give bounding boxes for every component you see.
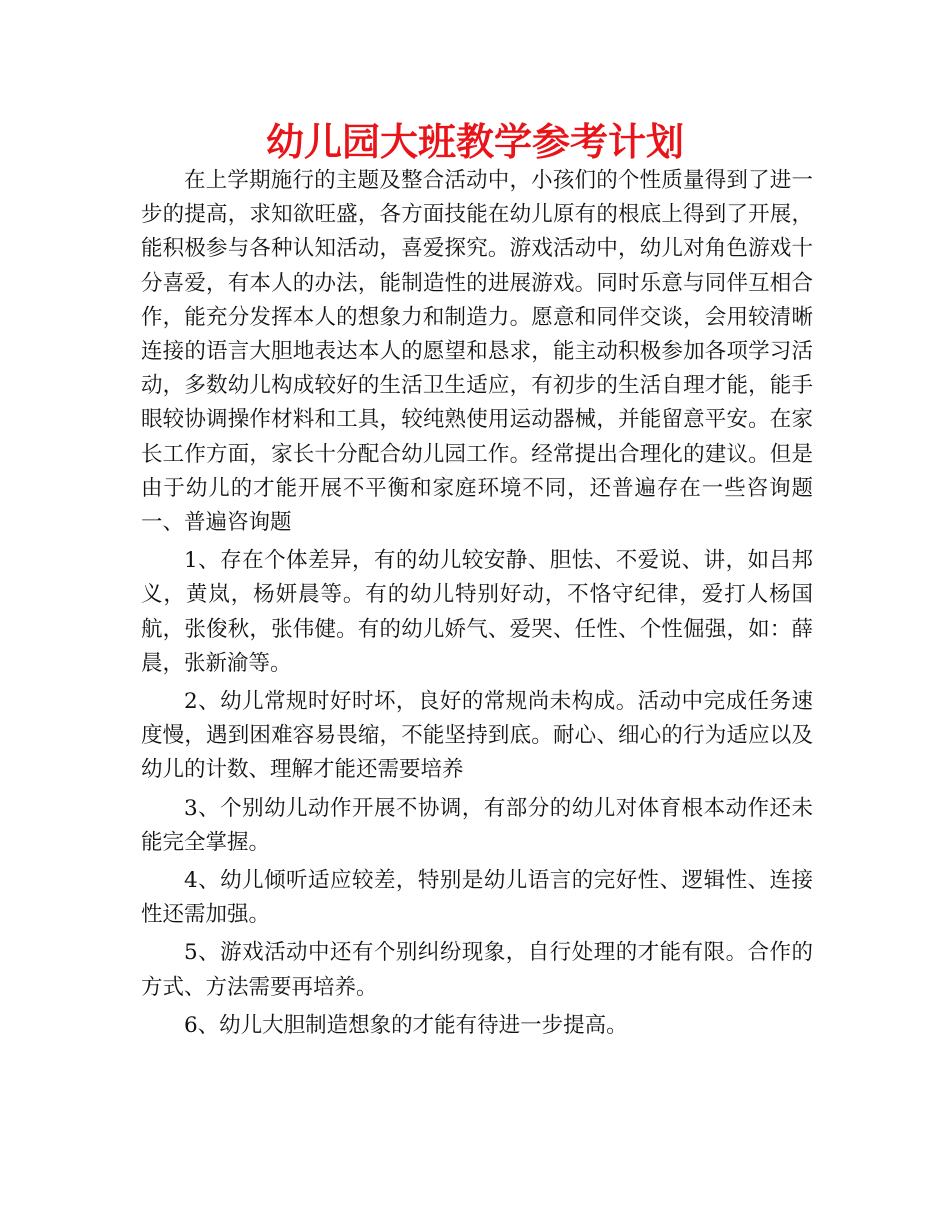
document-title: 幼儿园大班教学参考计划 [265,120,684,164]
paragraph-item-1: 1、存在个体差异，有的幼儿较安静、胆怯、不爱说、讲，如吕邦义，黄岚，杨妍晨等。有的幼儿特别好动，不恪守纪律，爱打人杨国航，张俊秋，张伟健。有的幼儿娇气、爱哭、任性、个性倔强，如：薛晨，张新渝等。 [141,548,813,676]
paragraph-item-3: 3、个别幼儿动作开展不协调，有部分的幼儿对体育根本动作还未能完全掌握。 [141,795,813,855]
document-body [141,164,878,1047]
paragraph-item-2: 2、幼儿常规时好时坏，良好的常规尚未构成。活动中完成任务速度慢，遇到困难容易畏缩，不能坚持到底。耐心、细心的行为适应以及幼儿的计数、理解才能还需要培养 [141,689,813,783]
paragraph-item-4: 4、幼儿倾听适应较差，特别是幼儿语言的完好性、逻辑性、连接性还需加强。 [141,868,813,928]
paragraph-item-6: 6、幼儿大胆制造想象的才能有待进一步提高。 [184,1012,628,1038]
paragraph-item-5: 5、游戏活动中还有个别纠纷现象，自行处理的才能有限。合作的方式、方法需要再培养。 [141,940,813,1000]
paragraph-intro: 在上学期施行的主题及整合活动中，小孩们的个性质量得到了进一步的提高，求知欲旺盛，各方面技能在幼儿原有的根底上得到了开展，能积极参与各种认知活动，喜爱探究。游戏活动中，幼儿对角色游戏十分喜爱，有本人的办法，能制造性的进展游戏。同时乐意与同伴互相合作，能充分发挥本人的想象力和制造力。愿意和同伴交谈，会用较清晰连接的语言大胆地表达本人的愿望和恳求，能主动积极参加各项学习活动，多数幼儿构成较好的生活卫生适应，有初步的生活自理才能，能手眼较协调操作材料和工具，较纯熟使用运动器械，并能留意平安。在家长工作方面，家长十分配合幼儿园工作。经常提出合理化的建议。但是由于幼儿的才能开展不平衡和家庭环境不同，还普遍存在一些咨询题 一、普遍咨询题 [141,168,878,536]
